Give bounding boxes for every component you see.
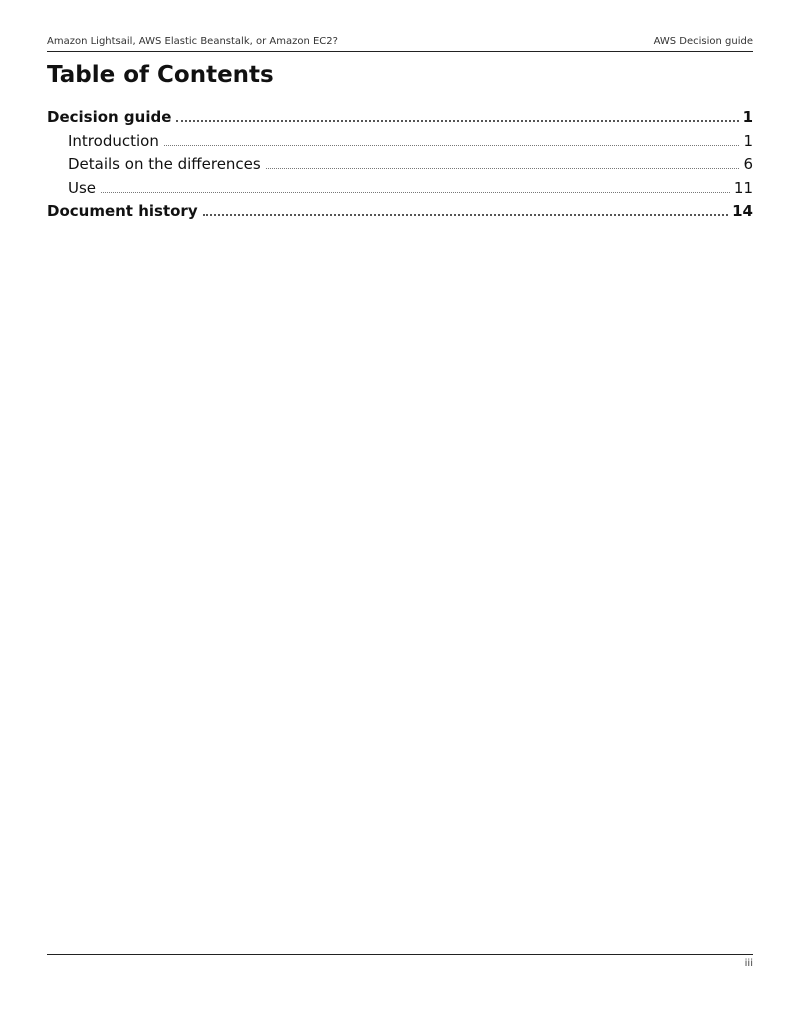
toc-entry-page: 11 <box>733 178 753 197</box>
toc-entry-use[interactable] <box>47 179 753 203</box>
toc-dot-leader <box>101 192 730 193</box>
page-header <box>47 35 753 52</box>
toc-dot-leader <box>266 168 740 169</box>
header-document-title: Amazon Lightsail, AWS Elastic Beanstalk, or Amazon EC2? <box>47 36 338 47</box>
toc-entry-label: Use <box>68 178 97 197</box>
toc-dot-leader <box>203 214 729 216</box>
toc-dot-leader <box>176 120 738 122</box>
page-title: Table of Contents <box>47 62 274 88</box>
toc-entry-page: 1 <box>743 131 753 150</box>
toc-entry-page: 6 <box>743 155 753 173</box>
toc-dot-leader <box>164 145 740 146</box>
page-footer <box>47 954 753 975</box>
toc-entry-label: Details on the differences <box>68 155 261 173</box>
toc-entry-label: Document history <box>47 202 198 220</box>
toc-entry-decision-guide[interactable] <box>47 108 753 132</box>
toc-entry-document-history[interactable] <box>47 202 753 226</box>
footer-page-number: iii <box>744 958 753 969</box>
toc-entry-label: Decision guide <box>47 108 172 126</box>
table-of-contents <box>47 108 753 226</box>
toc-entry-introduction[interactable] <box>47 132 753 156</box>
header-guide-name: AWS Decision guide <box>653 36 753 47</box>
toc-entry-page: 1 <box>742 108 753 126</box>
toc-entry-details-differences[interactable] <box>47 155 753 179</box>
toc-entry-page: 14 <box>732 202 753 220</box>
toc-entry-label: Introduction <box>68 131 159 150</box>
